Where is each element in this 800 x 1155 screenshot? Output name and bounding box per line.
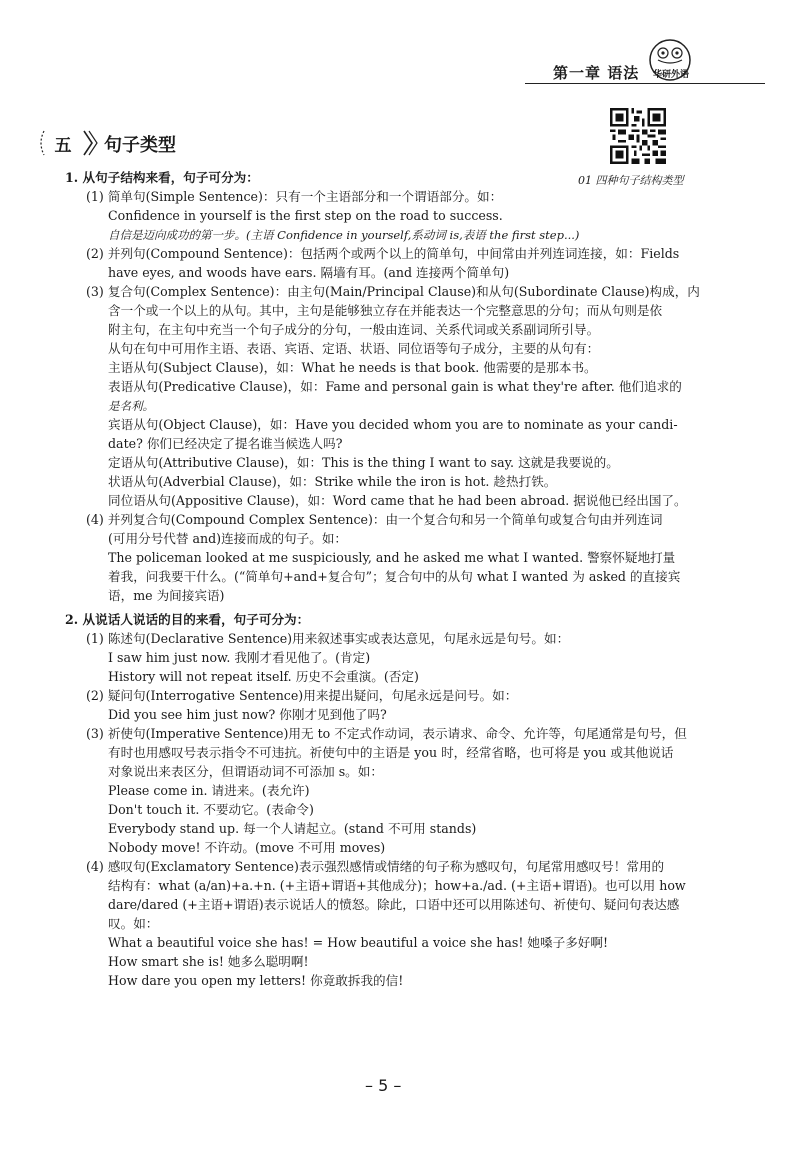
text-line: Nobody move! 不许动。(move 不可用 moves) [108, 840, 386, 855]
page-number: – 5 – [365, 1076, 402, 1095]
text-line: 主语从句(Subject Clause)，如：What he needs is that book. 他需要的是那本书。 [108, 360, 597, 375]
text-line: 语，me 为间接宾语) [108, 588, 225, 603]
qr-caption: 01 四种句子结构类型 [578, 174, 684, 187]
logo-text: 华研外语 [652, 70, 689, 80]
text-line: Everybody stand up. 每一个人请起立。(stand 不可用 stands) [108, 821, 477, 836]
text-line: Don't touch it. 不要动它。(表命令) [108, 802, 314, 817]
section-number: 五 [54, 136, 72, 156]
text-line: (3) 祈使句(Imperative Sentence)用无 to 不定式作动词，表示请求、命令、允许等，句尾通常是句号，但 [86, 726, 687, 741]
text-line: 对象说出来表区分，但谓语动词不可添加 s。如： [108, 764, 383, 779]
text-line: (可用分号代替 and)连接而成的句子。如： [108, 531, 348, 546]
text-line: dare/dared (+主语+谓语)表示说话人的愤怒。除此，口语中还可以用陈述句、祈使句、疑问句表达感 [108, 897, 680, 912]
text-line: 表语从句(Predicative Clause)，如：Fame and personal gain is what they're after. 他们追求的 [108, 379, 682, 394]
text-line: 自信是迈向成功的第一步。(主语 Confidence in yourself,系动词 is,表语 the first step...) [108, 228, 580, 242]
chapter-title: 第一章 语法 [553, 64, 640, 82]
text-line: Please come in. 请进来。(表允许) [108, 783, 310, 798]
text-line: 宾语从句(Object Clause)，如：Have you decided whom you are to nominate as your candi- [108, 417, 678, 432]
text-line: 着我，问我要干什么。(“简单句+and+复合句”；复合句中的从句 what I wanted 为 asked 的直接宾 [108, 569, 681, 584]
text-line: 有时也用感叹号表示指令不可违抗。祈使句中的主语是 you 时，经常省略，也可将是 you 或其他说话 [108, 745, 674, 760]
text-line: What a beautiful voice she has! = How beautiful a voice she has! 她嗓子多好啊! [108, 935, 609, 950]
text-line: 附主句，在主句中充当一个句子成分的分句，一般由连词、关系代词或关系副词所引导。 [108, 322, 600, 337]
text-line: 同位语从句(Appositive Clause)，如：Word came that he had been abroad. 据说他已经出国了。 [108, 493, 687, 508]
text-line: (2) 并列句(Compound Sentence)：包括两个或两个以上的简单句，中间常由并列连词连接，如：Fields [86, 246, 680, 261]
point-1-heading: 1. 从句子结构来看，句子可分为： [65, 170, 259, 185]
text-line: History will not repeat itself. 历史不会重演。(否定) [108, 669, 419, 684]
text-line: Confidence in yourself is the first step on the road to success. [108, 208, 503, 223]
text-line: 叹。如： [108, 916, 159, 931]
header-rule [525, 83, 765, 84]
point-2-heading: 2. 从说话人说话的目的来看，句子可分为： [65, 612, 310, 627]
text-line: (4) 并列复合句(Compound Complex Sentence)：由一个复合句和另一个简单句或复合句由并列连词 [86, 512, 663, 527]
text-line: 定语从句(Attributive Clause)，如：This is the thing I want to say. 这就是我要说的。 [108, 455, 619, 470]
text-line: date? 你们已经决定了提名谁当候选人吗? [108, 436, 343, 451]
text-line: (1) 陈述句(Declarative Sentence)用来叙述事实或表达意见，句尾永远是句号。如： [86, 631, 570, 646]
text-line: (1) 简单句(Simple Sentence)：只有一个主语部分和一个谓语部分。如： [86, 189, 503, 204]
text-line: Did you see him just now? 你刚才见到他了吗? [108, 707, 387, 722]
text-line: 从句在句中可用作主语、表语、宾语、定语、状语、同位语等句子成分，主要的从句有： [108, 341, 600, 356]
text-line: How dare you open my letters! 你竟敢拆我的信! [108, 973, 404, 988]
text-line: (2) 疑问句(Interrogative Sentence)用来提出疑问，句尾永远是问号。如： [86, 688, 518, 703]
text-line: How smart she is! 她多么聪明啊! [108, 954, 309, 969]
qr-code-icon[interactable] [610, 108, 666, 164]
text-line: 含一个或一个以上的从句。其中，主句是能够独立存在并能表达一个完整意思的分句；而从句则是依 [108, 303, 663, 318]
text-line: I saw him just now. 我刚才看见他了。(肯定) [108, 650, 371, 665]
text-line: (3) 复合句(Complex Sentence)：由主句(Main/Principal Clause)和从句(Subordinate Clause)构成，内 [86, 284, 700, 299]
text-line: 结构有：what (a/an)+a.+n. (+主语+谓语+其他成分)；how+a./ad. (+主语+谓语)。也可以用 how [108, 878, 686, 893]
section-title: 句子类型 [104, 135, 176, 156]
text-line: have eyes, and woods have ears. 隔墙有耳。(and 连接两个简单句) [108, 265, 510, 280]
text-line: 状语从句(Adverbial Clause)，如：Strike while the iron is hot. 趁热打铁。 [108, 474, 557, 489]
text-line: (4) 感叹句(Exclamatory Sentence)表示强烈感情或情绪的句子称为感叹句，句尾常用感叹号！常用的 [86, 859, 665, 874]
text-line: 是名利。 [108, 399, 154, 413]
text-line: The policeman looked at me suspiciously, and he asked me what I wanted. 警察怀疑地打量 [108, 550, 676, 565]
